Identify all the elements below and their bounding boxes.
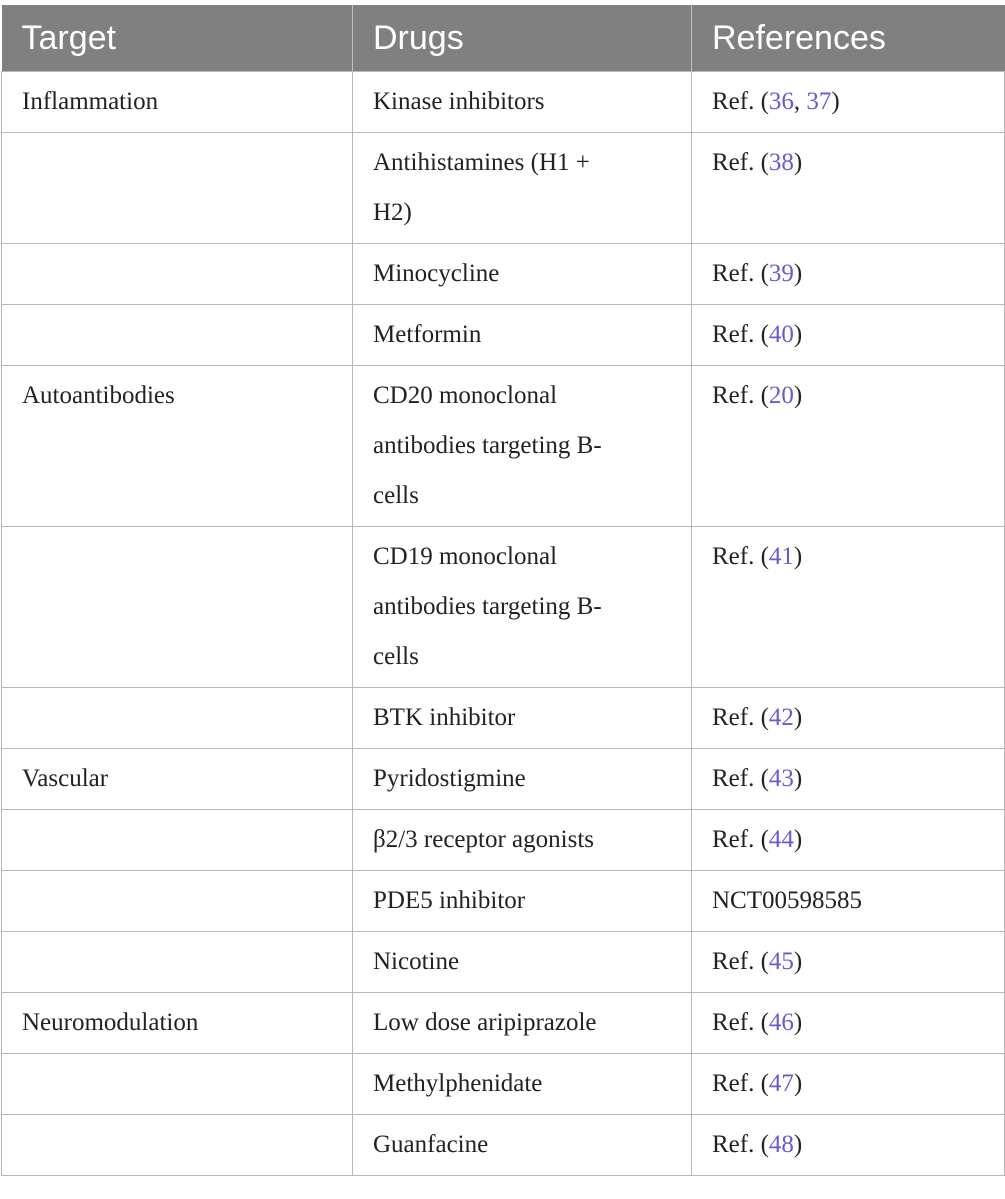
reference-link[interactable]: 41	[768, 543, 794, 570]
reference-link[interactable]: 45	[768, 948, 794, 975]
cell-reference	[692, 1115, 1005, 1176]
table-body	[2, 72, 1005, 1176]
ref-prefix: Ref. (	[712, 826, 769, 853]
reference-link[interactable]: 42	[768, 704, 794, 731]
header-target: Target	[2, 5, 353, 72]
cell-drug: β2/3 receptor agonists	[353, 810, 692, 871]
ref-suffix: )	[793, 765, 803, 792]
ref-suffix: )	[793, 826, 803, 853]
table-row	[2, 810, 1005, 871]
cell-reference	[692, 688, 1005, 749]
cell-target: Neuromodulation	[2, 993, 353, 1054]
reference-link[interactable]: 39	[768, 260, 794, 287]
ref-suffix: )	[793, 1131, 803, 1158]
cell-drug: Guanfacine	[353, 1115, 692, 1176]
cell-reference	[692, 749, 1005, 810]
ref-prefix: Ref. (	[712, 1131, 769, 1158]
table-row	[2, 1054, 1005, 1115]
ref-prefix: Ref. (	[712, 1009, 769, 1036]
ref-suffix: )	[793, 149, 803, 176]
ref-text: NCT00598585	[712, 887, 862, 914]
reference-link[interactable]: 36	[768, 88, 794, 115]
table-row	[2, 932, 1005, 993]
ref-suffix: )	[793, 948, 803, 975]
ref-prefix: Ref. (	[712, 1070, 769, 1097]
ref-suffix: )	[793, 260, 803, 287]
table-row	[2, 305, 1005, 366]
drug-targets-table	[1, 5, 1005, 1176]
ref-prefix: Ref. (	[712, 260, 769, 287]
cell-reference	[692, 305, 1005, 366]
ref-suffix: )	[793, 1009, 803, 1036]
cell-target	[2, 1115, 353, 1176]
reference-link[interactable]: 43	[768, 765, 794, 792]
table-row	[2, 72, 1005, 133]
ref-prefix: Ref. (	[712, 765, 769, 792]
cell-drug: BTK inhibitor	[353, 688, 692, 749]
cell-reference	[692, 810, 1005, 871]
reference-link[interactable]: 37	[806, 88, 832, 115]
ref-prefix: Ref. (	[712, 382, 769, 409]
table-row	[2, 366, 1005, 527]
table-row	[2, 749, 1005, 810]
cell-reference	[692, 871, 1005, 932]
cell-target: Autoantibodies	[2, 366, 353, 527]
ref-prefix: Ref. (	[712, 88, 769, 115]
cell-reference	[692, 133, 1005, 244]
header-drugs: Drugs	[353, 5, 692, 72]
reference-link[interactable]: 44	[768, 826, 794, 853]
cell-target: Inflammation	[2, 72, 353, 133]
ref-prefix: Ref. (	[712, 704, 769, 731]
table-row	[2, 993, 1005, 1054]
table-row	[2, 871, 1005, 932]
ref-suffix: )	[793, 321, 803, 348]
cell-drug: Antihistamines (H1 + H2)	[353, 133, 692, 244]
cell-drug: CD20 monoclonal antibodies targeting B-cells	[353, 366, 692, 527]
cell-target	[2, 1054, 353, 1115]
cell-reference	[692, 1054, 1005, 1115]
cell-target	[2, 305, 353, 366]
cell-target	[2, 133, 353, 244]
cell-drug: Minocycline	[353, 244, 692, 305]
ref-prefix: Ref. (	[712, 543, 769, 570]
cell-drug: Methylphenidate	[353, 1054, 692, 1115]
ref-suffix: )	[793, 704, 803, 731]
cell-drug: Nicotine	[353, 932, 692, 993]
cell-reference	[692, 932, 1005, 993]
cell-reference	[692, 527, 1005, 688]
reference-link[interactable]: 38	[768, 149, 794, 176]
ref-suffix: )	[793, 543, 803, 570]
table-header	[2, 5, 1005, 72]
cell-target	[2, 688, 353, 749]
cell-drug: PDE5 inhibitor	[353, 871, 692, 932]
cell-drug: Metformin	[353, 305, 692, 366]
reference-link[interactable]: 46	[768, 1009, 794, 1036]
header-references: References	[692, 5, 1005, 72]
cell-target	[2, 932, 353, 993]
cell-drug: Low dose aripiprazole	[353, 993, 692, 1054]
cell-reference	[692, 366, 1005, 527]
cell-target	[2, 527, 353, 688]
reference-link[interactable]: 20	[768, 382, 794, 409]
table-row	[2, 244, 1005, 305]
table-row	[2, 133, 1005, 244]
cell-reference: Ref. (36, 37)	[692, 72, 1005, 133]
cell-target	[2, 244, 353, 305]
cell-drug: Pyridostigmine	[353, 749, 692, 810]
reference-link[interactable]: 48	[768, 1131, 794, 1158]
ref-prefix: Ref. (	[712, 321, 769, 348]
reference-link[interactable]: 47	[768, 1070, 794, 1097]
reference-link[interactable]: 40	[768, 321, 794, 348]
cell-drug: Kinase inhibitors	[353, 72, 692, 133]
table-row	[2, 688, 1005, 749]
cell-target: Vascular	[2, 749, 353, 810]
table-row	[2, 527, 1005, 688]
ref-suffix: )	[793, 1070, 803, 1097]
cell-reference	[692, 993, 1005, 1054]
table-row	[2, 1115, 1005, 1176]
ref-suffix: )	[793, 382, 803, 409]
ref-prefix: Ref. (	[712, 149, 769, 176]
ref-suffix: )	[831, 88, 840, 115]
cell-drug: CD19 monoclonal antibodies targeting B-cells	[353, 527, 692, 688]
ref-prefix: Ref. (	[712, 948, 769, 975]
cell-target	[2, 871, 353, 932]
cell-reference	[692, 244, 1005, 305]
cell-target	[2, 810, 353, 871]
